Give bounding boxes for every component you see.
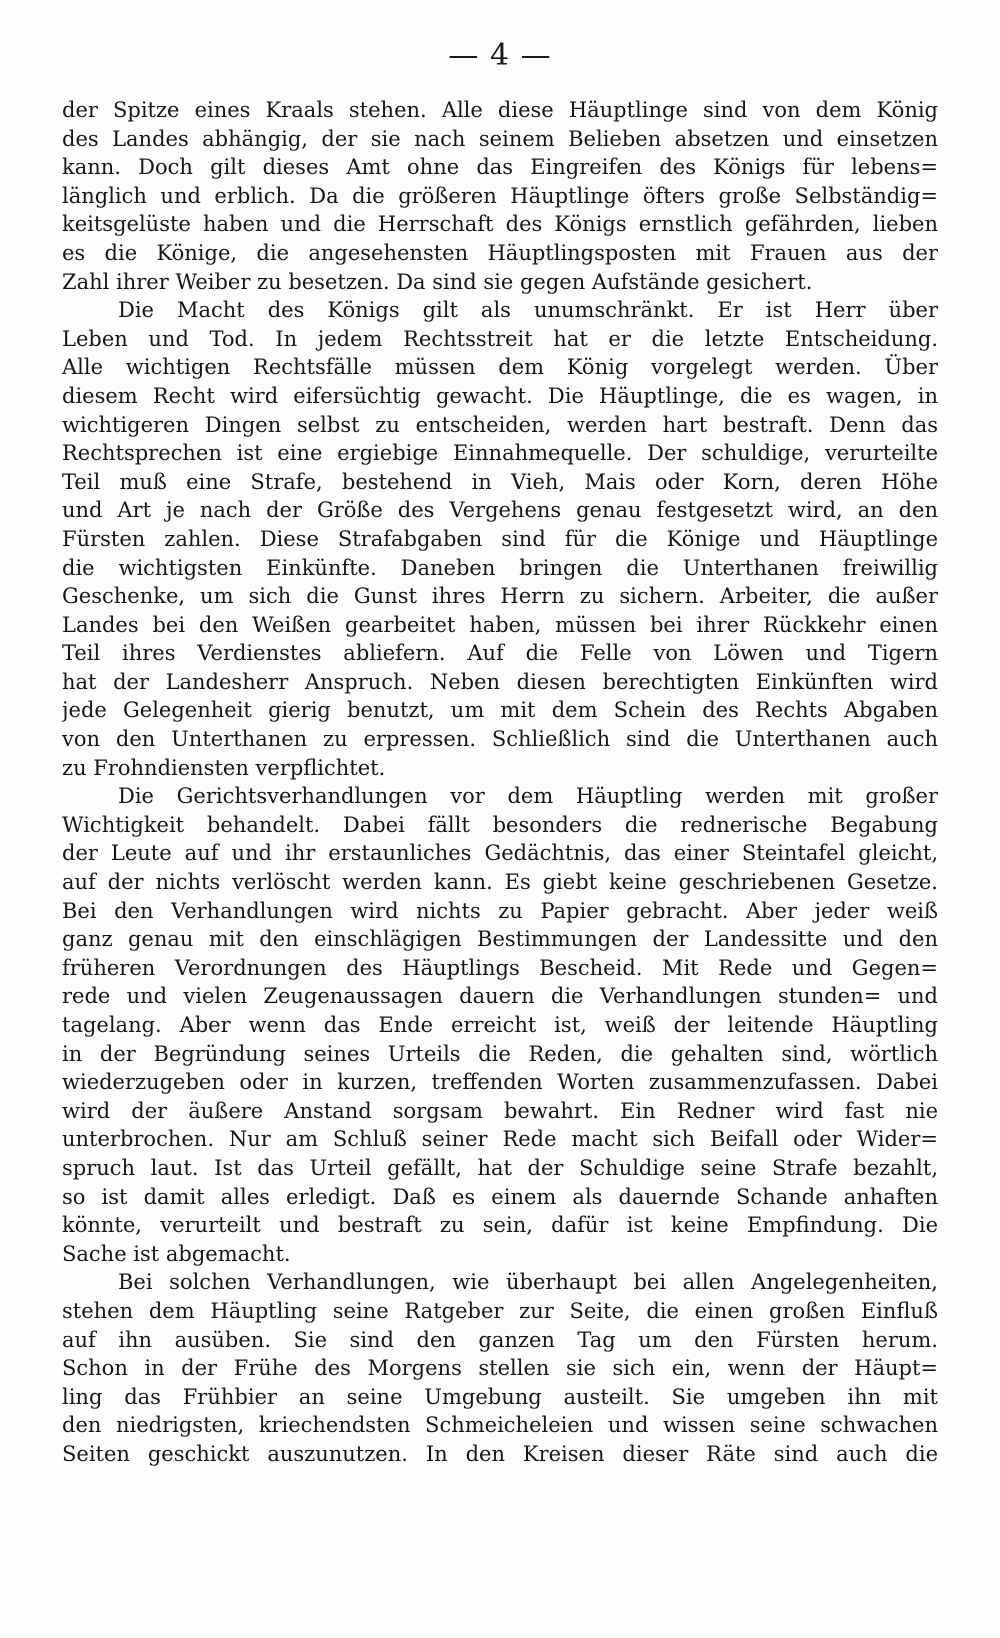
text-line: Fürsten zahlen. Diese Strafabgaben sind für die Könige und Häuptlinge bbox=[62, 526, 938, 551]
text-line: in der Begründung seines Urteils die Reden, die gehalten sind, wörtlich bbox=[62, 1041, 938, 1066]
text-line: unterbrochen. Nur am Schluß seiner Rede macht sich Beifall oder Wider= bbox=[62, 1127, 938, 1152]
text-line: diesem Recht wird eifersüchtig gewacht. Die Häuptlinge, die es wagen, in bbox=[62, 383, 938, 408]
text-line: Rechtsprechen ist eine ergiebige Einnahmequelle. Der schuldige, verurteilte bbox=[62, 441, 938, 466]
text-line: zu Frohndiensten verpflichtet. bbox=[62, 755, 386, 780]
text-line: ganz genau mit den einschlägigen Bestimmungen der Landessitte und den bbox=[62, 927, 938, 952]
text-line: jede Gelegenheit gierig benutzt, um mit dem Schein des Rechts Abgaben bbox=[62, 698, 938, 723]
text-line: ling das Frühbier an seine Umgebung austeilt. Sie umgeben ihn mit bbox=[62, 1384, 938, 1409]
text-line: wird der äußere Anstand sorgsam bewahrt. Ein Redner wird fast nie bbox=[62, 1098, 938, 1123]
text-line: Die Gerichtsverhandlungen vor dem Häuptling werden mit großer bbox=[118, 784, 938, 809]
text-line: der Leute auf und ihr erstaunliches Gedächtnis, das einer Steintafel gleicht, bbox=[62, 841, 938, 866]
text-line: es die Könige, die angesehensten Häuptlingsposten mit Frauen aus der bbox=[62, 240, 938, 265]
text-line: länglich und erblich. Da die größeren Häuptlinge öfters große Selbständig= bbox=[62, 183, 938, 208]
text-line: der Spitze eines Kraals stehen. Alle diese Häuptlinge sind von dem König bbox=[62, 98, 938, 122]
text-line: spruch laut. Ist das Urteil gefällt, hat der Schuldige seine Strafe bezahlt, bbox=[62, 1155, 938, 1180]
text-line: des Landes abhängig, der sie nach seinem Belieben absetzen und einsetzen bbox=[62, 126, 938, 151]
text-line: Alle wichtigen Rechtsfälle müssen dem König vorgelegt werden. Über bbox=[62, 355, 938, 380]
text-line: Die Macht des Königs gilt als unumschränkt. Er ist Herr über bbox=[118, 298, 938, 323]
text-line: den niedrigsten, kriechendsten Schmeicheleien und wissen seine schwachen bbox=[62, 1413, 938, 1438]
text-line: Wichtigkeit behandelt. Dabei fällt besonders die rednerische Begabung bbox=[62, 812, 938, 837]
text-line: Leben und Tod. In jedem Rechtsstreit hat er die letzte Entscheidung. bbox=[62, 326, 938, 351]
text-line: stehen dem Häuptling seine Ratgeber zur Seite, die einen großen Einfluß bbox=[62, 1298, 938, 1323]
text-line: tagelang. Aber wenn das Ende erreicht ist, weiß der leitende Häuptling bbox=[62, 1013, 938, 1037]
page-number: — 4 — bbox=[448, 38, 552, 73]
text-line: Teil ihres Verdienstes abliefern. Auf die Felle von Löwen und Tigern bbox=[62, 641, 938, 666]
text-line: die wichtigsten Einkünfte. Daneben bringen die Unterthanen freiwillig bbox=[62, 555, 938, 580]
text-line: Landes bei den Weißen gearbeitet haben, müssen bei ihrer Rückkehr einen bbox=[62, 612, 938, 637]
text-line: Schon in der Frühe des Morgens stellen sie sich ein, wenn der Häupt= bbox=[62, 1356, 938, 1381]
text-line: wichtigeren Dingen selbst zu entscheiden, werden hart bestraft. Denn das bbox=[62, 412, 938, 437]
text-line: könnte, verurteilt und bestraft zu sein, dafür ist keine Empfindung. Die bbox=[62, 1213, 938, 1238]
text-line: und Art je nach der Größe des Vergehens genau festgesetzt wird, an den bbox=[62, 498, 938, 523]
text-line: keitsgelüste haben und die Herrschaft des Königs ernstlich gefährden, lieben bbox=[62, 212, 938, 237]
body-text bbox=[62, 96, 938, 1469]
text-line: so ist damit alles erledigt. Daß es einem als dauernde Schande anhaften bbox=[62, 1184, 938, 1209]
text-line: Bei solchen Verhandlungen, wie überhaupt bei allen Angelegenheiten, bbox=[118, 1270, 938, 1295]
text-line: Sache ist abgemacht. bbox=[62, 1241, 291, 1266]
text-line: Bei den Verhandlungen wird nichts zu Papier gebracht. Aber jeder weiß bbox=[62, 898, 938, 923]
text-line: früheren Verordnungen des Häuptlings Bescheid. Mit Rede und Gegen= bbox=[62, 955, 938, 980]
text-line: auf der nichts verlöscht werden kann. Es giebt keine geschriebenen Gesetze. bbox=[62, 870, 938, 895]
text-line: wiederzugeben oder in kurzen, treffenden Worten zusammenzufassen. Dabei bbox=[62, 1070, 938, 1095]
text-line: hat der Landesherr Anspruch. Neben diesen berechtigten Einkünften wird bbox=[62, 669, 938, 694]
text-line: Zahl ihrer Weiber zu besetzen. Da sind sie gegen Aufstände gesichert. bbox=[62, 269, 813, 294]
text-line: von den Unterthanen zu erpressen. Schließlich sind die Unterthanen auch bbox=[62, 727, 938, 752]
text-line: auf ihn ausüben. Sie sind den ganzen Tag um den Fürsten herum. bbox=[62, 1327, 938, 1352]
text-line: Seiten geschickt auszunutzen. In den Kreisen dieser Räte sind auch die bbox=[62, 1441, 938, 1466]
text-line: kann. Doch gilt dieses Amt ohne das Eingreifen des Königs für lebens= bbox=[62, 155, 938, 180]
text-line: Geschenke, um sich die Gunst ihres Herrn zu sichern. Arbeiter, die außer bbox=[62, 584, 938, 609]
text-line: rede und vielen Zeugenaussagen dauern die Verhandlungen stunden= und bbox=[62, 984, 938, 1009]
text-line: Teil muß eine Strafe, bestehend in Vieh, Mais oder Korn, deren Höhe bbox=[62, 469, 938, 494]
